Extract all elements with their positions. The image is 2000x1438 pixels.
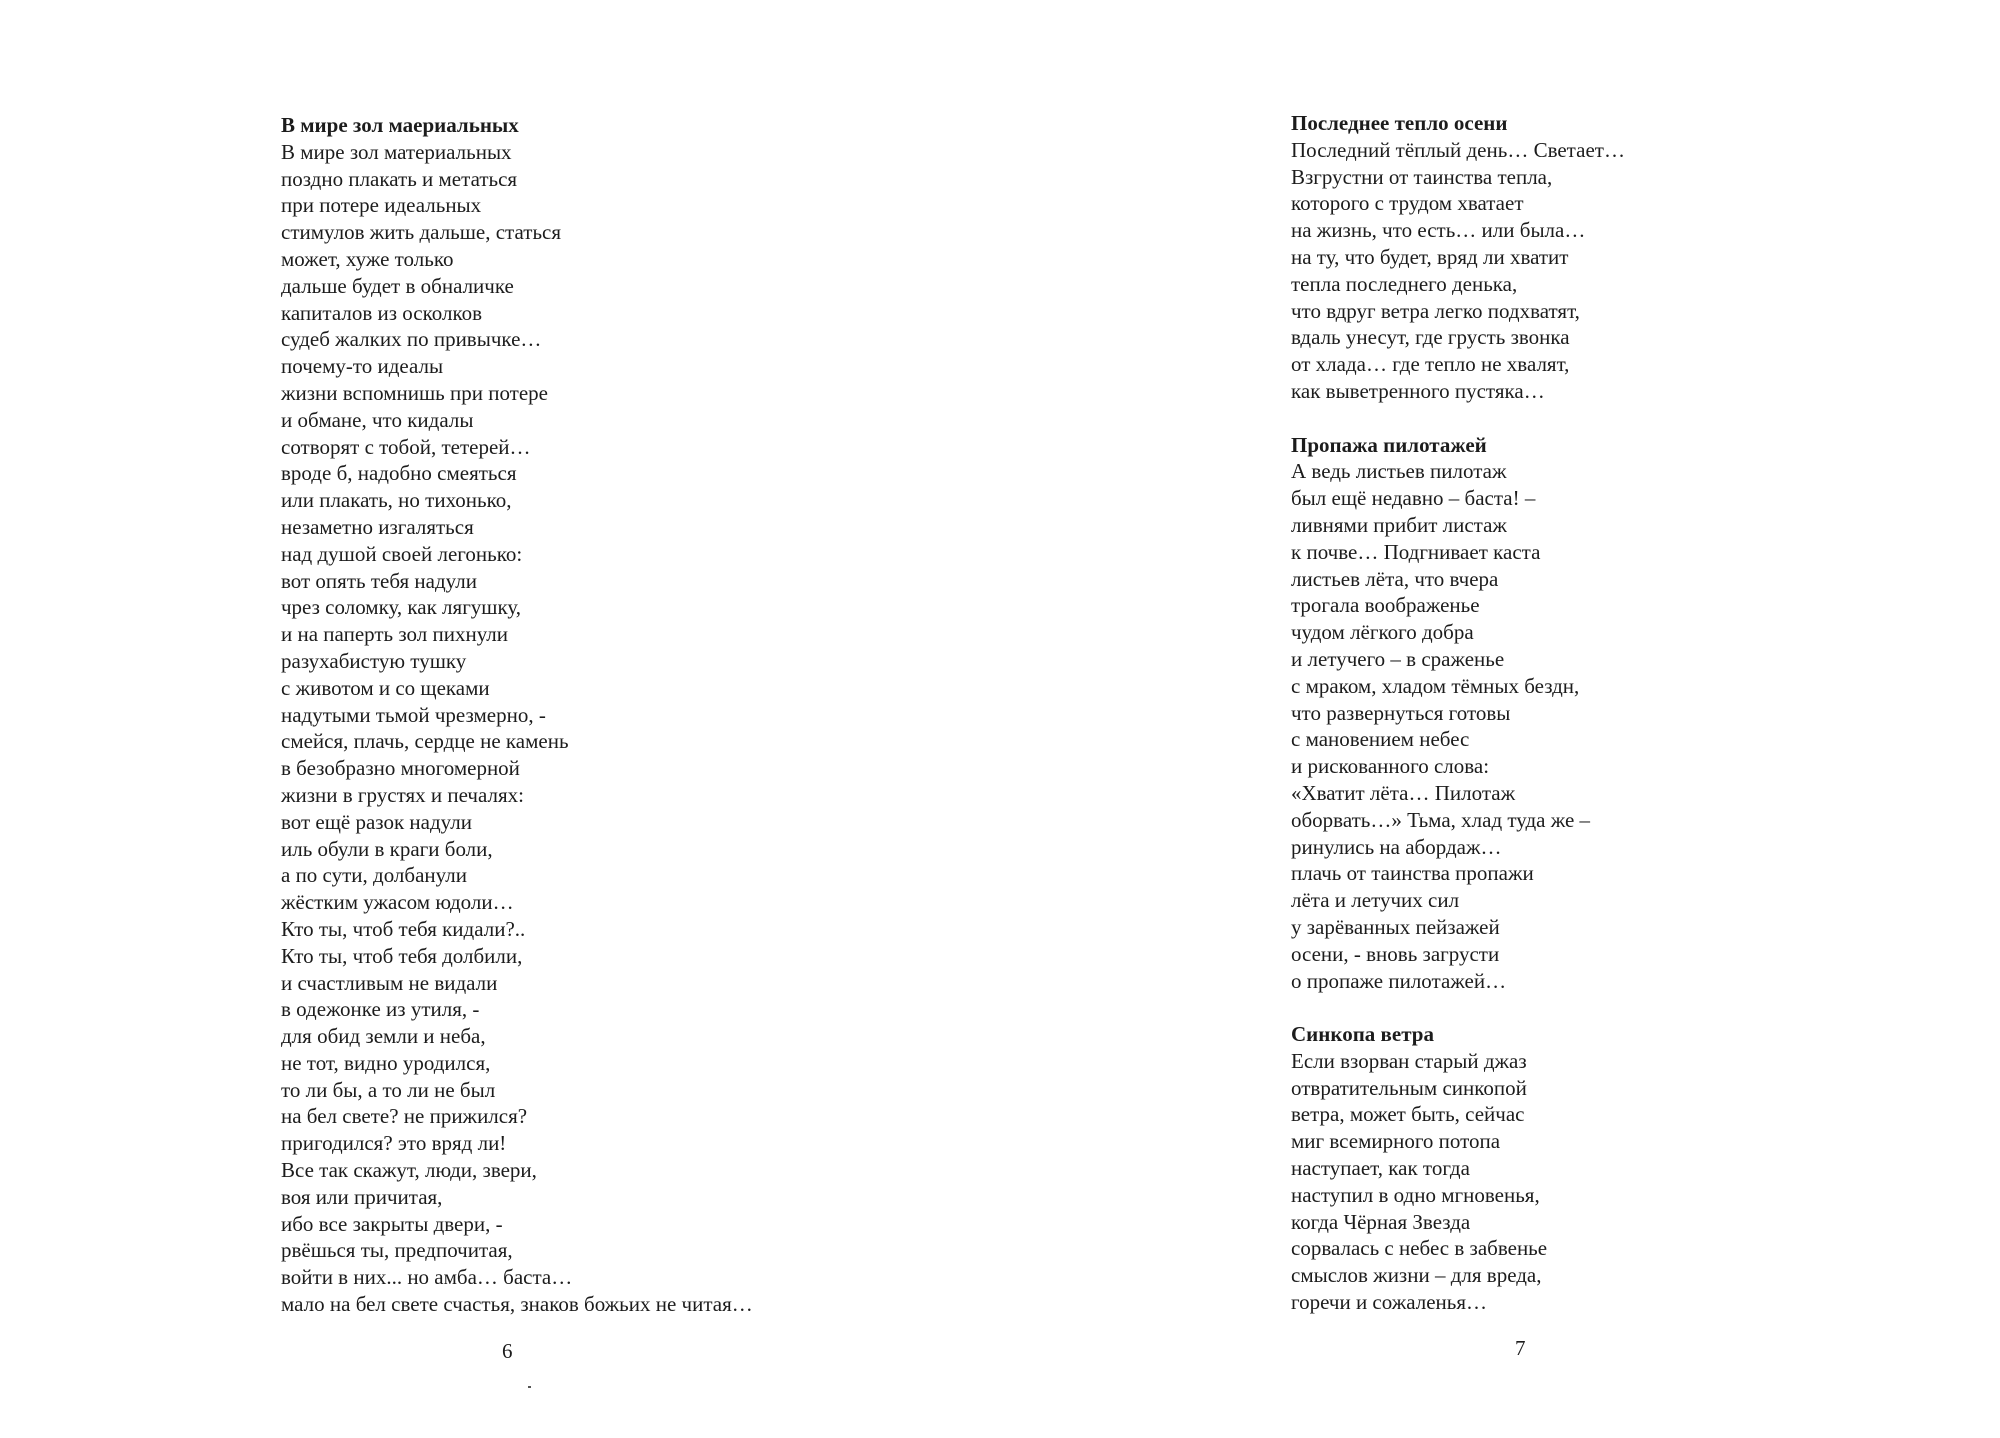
poem-line: войти в них... но амба… баста… [281, 1265, 573, 1290]
scan-speck [528, 1386, 531, 1388]
poem-line: миг всемирного потопа [1291, 1129, 1501, 1154]
poem-line: смыслов жизни – для вреда, [1291, 1263, 1542, 1288]
poem-line: В мире зол материальных [281, 139, 512, 164]
poem-line: на бел свете? не прижился? [281, 1104, 528, 1129]
poem-line: разухабистую тушку [281, 648, 467, 673]
poem-line: от хлада… где тепло не хвалят, [1291, 352, 1570, 377]
poem-line: не тот, видно уродился, [281, 1050, 491, 1075]
poem-line: которого с трудом хватает [1291, 191, 1524, 216]
poem-line: и рискованного слова: [1291, 754, 1490, 779]
poem-line: к почве… Подгнивает каста [1291, 539, 1541, 564]
poem-line: судеб жалких по привычке… [281, 327, 542, 352]
poem-line: Кто ты, чтоб тебя долбили, [281, 943, 523, 968]
poem-line: с животом и со щеками [281, 675, 490, 700]
poem-title: Пропажа пилотажей [1291, 432, 1487, 457]
poem-line: вдаль унесут, где грусть звонка [1291, 325, 1570, 350]
poem-line: мало на бел свете счастья, знаков божьих не читая… [281, 1292, 753, 1317]
poem-line: пригодился? это вряд ли! [281, 1131, 507, 1156]
right-page [1000, 0, 2000, 1438]
poem-line: когда Чёрная Звезда [1291, 1209, 1471, 1234]
poem-line: наступает, как тогда [1291, 1156, 1470, 1181]
poem-line: «Хватит лёта… Пилотаж [1291, 780, 1516, 805]
poem-line: поздно плакать и метаться [281, 166, 518, 191]
poem-line: ринулись на абордаж… [1291, 834, 1502, 859]
poem-line: при потере идеальных [281, 193, 482, 218]
poem-title: Последнее тепло осени [1291, 111, 1508, 135]
poem-title: Синкопа ветра [1291, 1022, 1434, 1047]
poem-line: о пропаже пилотажей… [1291, 968, 1507, 993]
poem-line: надутыми тьмой чрезмерно, - [281, 702, 546, 727]
poem-line: оборвать…» Тьма, хлад туда же – [1291, 807, 1591, 832]
poem-line: у зарёванных пейзажей [1291, 914, 1500, 939]
poem-line: трогала воображенье [1291, 593, 1480, 618]
poem-line: почему-то идеалы [281, 354, 444, 379]
page-number: 7 [1515, 1336, 1526, 1360]
poem-line: отвратительным синкопой [1291, 1075, 1527, 1100]
poem-line: с мановением небес [1291, 727, 1470, 752]
poem-line: капиталов из осколков [281, 300, 483, 325]
poem-line: вот опять тебя надули [281, 568, 477, 593]
poem-line: может, хуже только [281, 246, 454, 271]
poem-line: иль обули в краги боли, [281, 836, 493, 861]
poem-line: рвёшься ты, предпочитая, [281, 1238, 513, 1263]
poem-line: жизни в грустях и печалях: [281, 782, 524, 807]
poem-line: и на паперть зол пихнули [281, 622, 509, 647]
poem [1291, 1021, 1625, 1316]
poem-line: а по сути, долбанули [281, 863, 467, 888]
poem [281, 112, 753, 1318]
poem-line: и обмане, что кидалы [281, 407, 474, 432]
poem-line: плачь от таинства пропажи [1291, 861, 1534, 886]
poem [1291, 432, 1625, 995]
poem-line: стимулов жить дальше, статься [281, 220, 562, 245]
poem-line: горечи и сожаленья… [1291, 1290, 1488, 1315]
poem-line: ливнями прибит листаж [1291, 512, 1507, 537]
poem-line: и счастливым не видали [281, 970, 498, 995]
poem-line: жёстким ужасом юдоли… [281, 890, 514, 915]
poem-line: и летучего – в сраженье [1291, 646, 1505, 671]
poem-line: лёта и летучих сил [1291, 888, 1460, 913]
poem-line: тепла последнего денька, [1291, 271, 1518, 296]
poem-line: дальше будет в обналичке [281, 273, 514, 298]
poem-line: ветра, может быть, сейчас [1291, 1102, 1525, 1127]
poem-list [281, 112, 753, 1318]
poem-line: А ведь листьев пилотаж [1291, 459, 1507, 484]
poem-line: то ли бы, а то ли не был [281, 1077, 496, 1102]
poem-line: в одежонке из утиля, - [281, 997, 480, 1022]
poem-line: на жизнь, что есть… или была… [1291, 218, 1586, 243]
poem-line: вроде б, надобно смеяться [281, 461, 517, 486]
poem-line: жизни вспомнишь при потере [281, 380, 548, 405]
poem-line: для обид земли и неба, [281, 1024, 486, 1049]
poem-line: наступил в одно мгновенья, [1291, 1182, 1540, 1207]
poem-line: листьев лёта, что вчера [1291, 566, 1499, 591]
poem-line: незаметно изгаляться [281, 514, 474, 539]
poem-title: В мире зол маериальных [281, 113, 519, 137]
poem-line: Взгрустни от таинства тепла, [1291, 164, 1553, 189]
poem-line: вот ещё разок надули [281, 809, 472, 834]
poem-line: Последний тёплый день… Светает… [1291, 137, 1625, 162]
poem-line: с мраком, хладом тёмных бездн, [1291, 673, 1580, 698]
poem-line: Кто ты, чтоб тебя кидали?.. [281, 916, 526, 941]
poem-line: как выветренного пустяка… [1291, 378, 1545, 403]
poem-line: на ту, что будет, вряд ли хватит [1291, 244, 1569, 269]
poem-list [1291, 110, 1625, 1316]
poem-line: что вдруг ветра легко подхватят, [1291, 298, 1580, 323]
poem-line: или плакать, но тихонько, [281, 488, 512, 513]
poem-line: что развернуться готовы [1291, 700, 1511, 725]
poem-line: воя или причитая, [281, 1184, 443, 1209]
poem-line: Если взорван старый джаз [1291, 1048, 1527, 1073]
poem-line: в безобразно многомерной [281, 756, 520, 781]
poem [1291, 110, 1625, 405]
poem-line: Все так скажут, люди, звери, [281, 1158, 537, 1183]
poem-line: ибо все закрыты двери, - [281, 1211, 503, 1236]
poem-line: сорвалась с небес в забвенье [1291, 1236, 1548, 1261]
poem-line: над душой своей легонько: [281, 541, 523, 566]
poem-line: сотворят с тобой, тетерей… [281, 434, 531, 459]
poem-line: смейся, плачь, сердце не камень [281, 729, 569, 754]
poem-line: чрез соломку, как лягушку, [281, 595, 522, 620]
page-number: 6 [502, 1339, 513, 1363]
poem-line: чудом лёгкого добра [1291, 620, 1474, 645]
poem-line: осени, - вновь загрусти [1291, 941, 1500, 966]
poem-line: был ещё недавно – баста! – [1291, 486, 1536, 511]
